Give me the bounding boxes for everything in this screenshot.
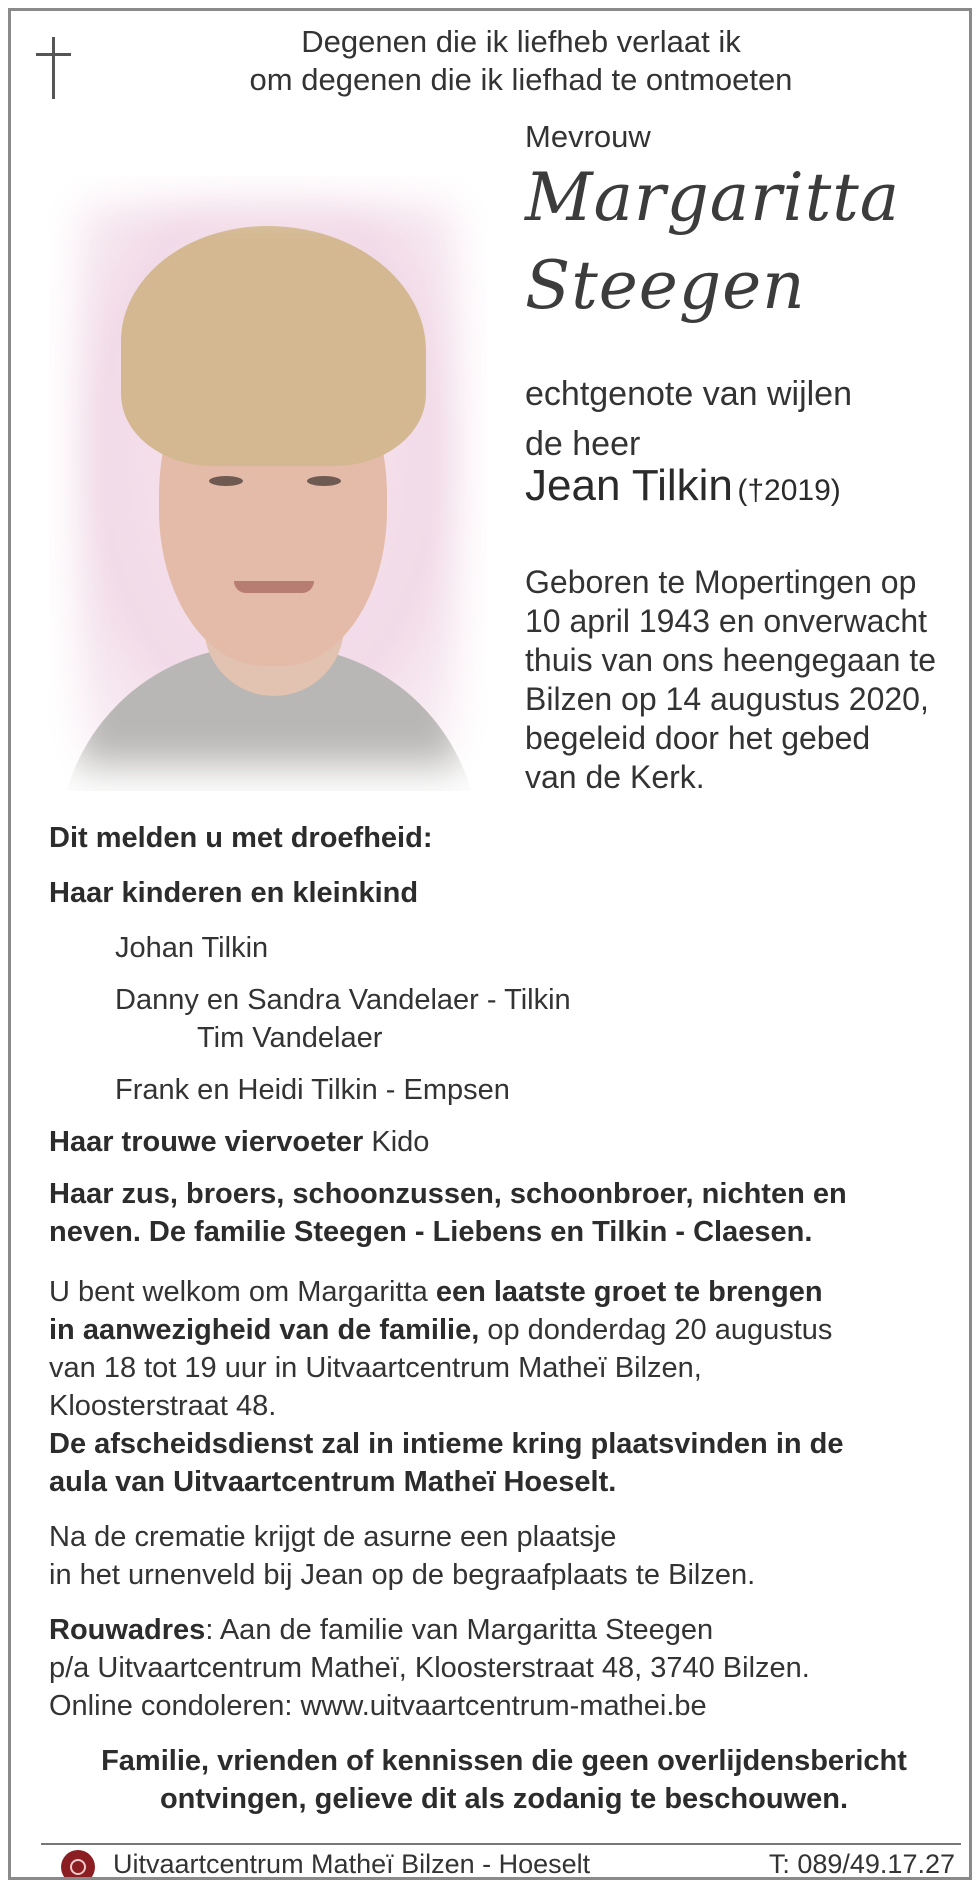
biography-line: 10 april 1943 en onverwacht xyxy=(525,603,928,639)
spouse-line: de heer xyxy=(525,425,641,463)
portrait-photo xyxy=(49,176,487,791)
family-line: neven. De familie Steegen - Liebens en Tilkin - Claesen. xyxy=(49,1216,813,1248)
address-line: p/a Uitvaartcentrum Matheï, Kloosterstraat 48, 3740 Bilzen. xyxy=(49,1652,810,1684)
address-line xyxy=(49,1611,959,1649)
farewell-line xyxy=(49,1311,959,1349)
obituary-card xyxy=(8,8,972,1880)
biography-line: Geboren te Mopertingen op xyxy=(525,564,917,600)
cremation-line: in het urnenveld bij Jean op de begraafplaats te Bilzen. xyxy=(49,1559,756,1591)
farewell-line: Kloosterstraat 48. xyxy=(49,1390,277,1422)
cross-icon xyxy=(34,37,74,101)
spouse-death-year: (†2019) xyxy=(737,474,841,507)
spouse-name: Jean Tilkin xyxy=(525,461,733,510)
address-label: Rouwadres xyxy=(49,1614,206,1646)
farewell-line xyxy=(49,1273,959,1311)
salutation: Mevrouw xyxy=(525,119,651,154)
notice-line: ontvingen, gelieve dit als zodanig te beschouwen. xyxy=(159,1783,849,1815)
address-text: : Aan de familie van Margaritta Steegen xyxy=(205,1614,714,1646)
service-line: aula van Uitvaartcentrum Matheï Hoeselt. xyxy=(49,1466,617,1498)
child-name: Danny en Sandra Vandelaer - Tilkin xyxy=(115,984,571,1016)
announcement-intro: Dit melden u met droefheid: xyxy=(49,822,433,854)
motto-line: om degenen die ik liefhad te ontmoeten xyxy=(249,62,793,97)
notice-line: Familie, vrienden of kennissen die geen overlijdensbericht xyxy=(101,1745,907,1777)
footer xyxy=(49,1849,969,1880)
funeral-home-name: Uitvaartcentrum Matheï Bilzen - Hoeselt xyxy=(113,1849,591,1879)
child-name: Frank en Heidi Tilkin - Empsen xyxy=(115,1074,510,1106)
farewell-text: U bent welkom om Margaritta xyxy=(49,1276,436,1308)
biography-line: Bilzen op 14 augustus 2020, xyxy=(525,681,929,717)
deceased-first-name: Margaritta xyxy=(525,159,901,236)
biography xyxy=(525,563,965,797)
family-line: Haar zus, broers, schoonzussen, schoonbroer, nichten en xyxy=(49,1178,847,1210)
service-line: De afscheidsdienst zal in intieme kring plaatsvinden in de xyxy=(49,1428,844,1460)
announcement-body xyxy=(49,819,959,1818)
pet-name: Kido xyxy=(371,1126,430,1158)
farewell-text: op donderdag 20 augustus xyxy=(479,1314,833,1346)
spouse-intro xyxy=(525,369,852,469)
funeral-home-phone: T: 089/49.17.27 xyxy=(768,1849,955,1879)
child-name: Johan Tilkin xyxy=(115,932,269,964)
children-heading: Haar kinderen en kleinkind xyxy=(49,877,419,909)
pet-label: Haar trouwe viervoeter xyxy=(49,1126,364,1158)
footer-divider xyxy=(41,1843,961,1845)
farewell-text-bold: in aanwezigheid van de familie, xyxy=(49,1314,480,1346)
spouse-line: echtgenote van wijlen xyxy=(525,375,853,413)
biography-line: begeleid door het gebed xyxy=(525,720,871,756)
deceased-last-name: Steegen xyxy=(525,247,806,324)
condolence-line: Online condoleren: www.uitvaartcentrum-mathei.be xyxy=(49,1690,707,1722)
grandchild-name: Tim Vandelaer xyxy=(197,1022,383,1054)
motto-line: Degenen die ik liefheb verlaat ik xyxy=(301,24,741,59)
motto xyxy=(151,23,891,99)
spouse-name-line xyxy=(525,461,841,511)
biography-line: van de Kerk. xyxy=(525,759,705,795)
farewell-line: van 18 tot 19 uur in Uitvaartcentrum Matheï Bilzen, xyxy=(49,1352,702,1384)
farewell-text-bold: een laatste groet te brengen xyxy=(435,1276,823,1308)
pet-line xyxy=(49,1123,959,1161)
cremation-line: Na de crematie krijgt de asurne een plaatsje xyxy=(49,1521,617,1553)
rose-logo-icon xyxy=(61,1850,95,1880)
biography-line: thuis van ons heengegaan te xyxy=(525,642,936,678)
